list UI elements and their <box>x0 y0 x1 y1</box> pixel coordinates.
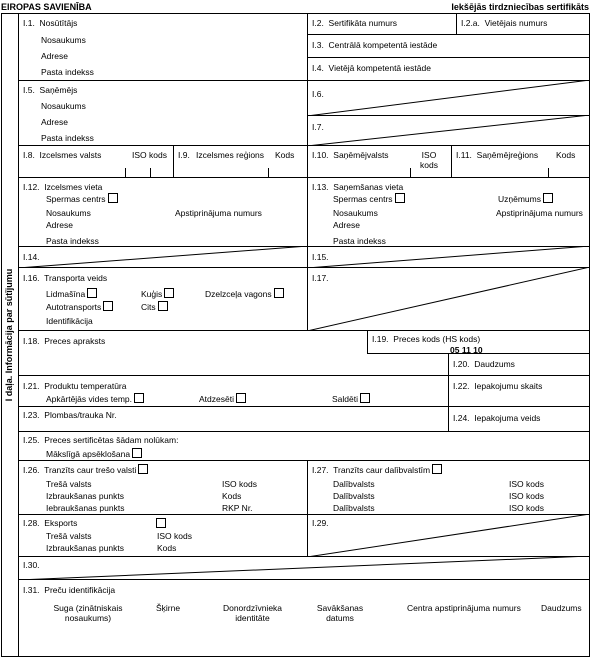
I8-title: Izcelsmes valsts <box>39 150 102 160</box>
I13-sperm-label: Spermas centrs <box>333 194 393 204</box>
I22-title: Iepakojumu skaits <box>474 381 543 391</box>
I6-num: I.6. <box>312 89 324 99</box>
I27-ms-2: Dalībvalsts <box>333 491 375 501</box>
I16-other-label: Cits <box>141 302 156 312</box>
I27-iso-3: ISO kods <box>509 503 544 513</box>
I13-holding-checkbox[interactable] <box>543 193 553 203</box>
I31-col-centre-approval: Centra apstiprinājuma numurs <box>407 603 521 613</box>
I25-option-checkbox[interactable] <box>132 448 142 458</box>
I12-sperm-checkbox[interactable] <box>108 193 118 203</box>
I28-iso: ISO kods <box>157 531 192 541</box>
I5-name: Nosaukums <box>41 101 86 111</box>
I24-num: I.24. <box>453 413 470 423</box>
I19-hs-code-value: 05 11 10 <box>450 345 483 355</box>
I16-ship-checkbox[interactable] <box>164 288 174 298</box>
I11-num: I.11. <box>456 150 472 160</box>
I23-title: Plombas/trauka Nr. <box>44 410 117 420</box>
I12-postcode: Pasta indekss <box>46 236 99 246</box>
I16-rail-label: Dzelzceļa vagons <box>205 289 272 299</box>
I21-frozen-checkbox[interactable] <box>360 393 370 403</box>
I27-iso-1: ISO kods <box>509 479 544 489</box>
I29-strike <box>307 514 590 557</box>
I1-postcode: Pasta indekss <box>41 67 94 77</box>
I13-holding-label: Uzņēmums <box>498 194 541 204</box>
I26-checkbox[interactable] <box>138 464 148 474</box>
I2a-num: I.2.a. <box>461 18 480 28</box>
I21-frozen-label: Saldēti <box>332 394 358 404</box>
I26-iso: ISO kods <box>222 479 257 489</box>
I2a-title: Vietējais numurs <box>484 18 548 28</box>
I2-title: Sertifikāta numurs <box>328 18 398 28</box>
I26-num: I.26. <box>23 465 40 475</box>
I9-num: I.9. <box>178 150 190 160</box>
I15-strike <box>307 246 590 268</box>
I28-checkbox[interactable] <box>156 518 166 528</box>
I27-ms-3: Dalībvalsts <box>333 503 375 513</box>
I26-country: Trešā valsts <box>46 479 92 489</box>
I25-title: Preces sertificētas šādam nolūkam: <box>44 435 179 445</box>
I26-title: Tranzīts caur trešo valsti <box>44 465 137 475</box>
I27-ms-1: Dalībvalsts <box>333 479 375 489</box>
I25-option-label: Mākslīgā apsēklošana <box>46 449 131 459</box>
I21-chilled-label: Atdzesēti <box>199 394 234 404</box>
I4-num: I.4. <box>312 63 324 73</box>
I12-sperm-label: Spermas centrs <box>46 194 106 204</box>
I27-title: Tranzīts caur dalībvalstīm <box>333 465 431 475</box>
I11-code: Kods <box>556 150 576 160</box>
I31-num: I.31. <box>23 585 40 595</box>
I26-bip: RKP Nr. <box>222 503 253 513</box>
I5-num: I.5. <box>23 85 35 95</box>
I31-title: Preču identifikācija <box>44 585 116 595</box>
I21-chilled-checkbox[interactable] <box>236 393 246 403</box>
I10-num: I.10. <box>312 150 329 160</box>
I20-title: Daudzums <box>474 359 515 369</box>
I6-strike <box>307 80 590 116</box>
I23-num: I.23. <box>23 410 40 420</box>
I21-ambient-label: Apkārtējās vides temp. <box>46 394 132 404</box>
I27-iso-2: ISO kods <box>509 491 544 501</box>
I28-num: I.28. <box>23 518 40 528</box>
I28-exit: Izbraukšanas punkts <box>46 543 124 553</box>
I12-name: Nosaukums <box>46 208 91 218</box>
I14-num: I.14. <box>23 252 40 262</box>
I30-strike <box>18 556 590 580</box>
I13-approval: Apstiprinājuma numurs <box>496 208 583 218</box>
I16-road-checkbox[interactable] <box>103 301 113 311</box>
I10-title: Saņēmējvalsts <box>333 150 389 160</box>
side-label-text: I daļa. Informācija par sūtījumu <box>4 268 14 402</box>
I16-aircraft-label: Lidmašīna <box>46 289 86 299</box>
I17-num: I.17. <box>312 273 329 283</box>
I8-code: ISO kods <box>132 150 167 160</box>
I16-rail-checkbox[interactable] <box>274 288 284 298</box>
field-I22[interactable] <box>448 375 590 407</box>
I29-num: I.29. <box>312 518 329 528</box>
I4-title: Vietējā kompetentā iestāde <box>328 63 431 73</box>
I16-ident: Identifikācija <box>46 316 93 326</box>
I13-postcode: Pasta indekss <box>333 236 386 246</box>
I21-ambient-checkbox[interactable] <box>134 393 144 403</box>
I19-title: Preces kods (HS kods) <box>393 334 481 344</box>
I27-num: I.27. <box>312 465 329 475</box>
I5-postcode: Pasta indekss <box>41 133 94 143</box>
I5-address: Adrese <box>41 117 68 127</box>
I13-sperm-checkbox[interactable] <box>395 193 405 203</box>
I22-num: I.22. <box>453 381 470 391</box>
I25-num: I.25. <box>23 435 40 445</box>
I8-num: I.8. <box>23 150 35 160</box>
header-right: Iekšējās tirdzniecības sertifikāts <box>451 2 589 12</box>
I20-num: I.20. <box>453 359 470 369</box>
I26-entry: Iebraukšanas punkts <box>46 503 125 513</box>
I3-title: Centrālā kompetentā iestāde <box>328 40 438 50</box>
I11-title: Saņēmējreģions <box>476 150 539 160</box>
I7-strike <box>307 115 590 146</box>
side-label <box>3 20 15 650</box>
I9-title: Izcelsmes reģions <box>196 150 265 160</box>
I16-road-label: Autotransports <box>46 302 102 312</box>
I1-label <box>23 18 77 28</box>
I26-exit: Izbraukšanas punkts <box>46 491 124 501</box>
I19-num: I.19. <box>372 334 389 344</box>
I15-num: I.15. <box>312 252 329 262</box>
I1-num: I.1. <box>23 18 35 28</box>
header-left: EIROPAS SAVIENĪBA <box>1 2 92 12</box>
I12-address: Adrese <box>46 220 73 230</box>
I27-checkbox[interactable] <box>432 464 442 474</box>
I2-num: I.2. <box>312 18 324 28</box>
I18-title: Preces apraksts <box>44 336 106 346</box>
I28-title: Eksports <box>44 518 78 528</box>
I13-name: Nosaukums <box>333 208 378 218</box>
I31-col-species: Suga (zinātniskais nosaukums) <box>53 603 123 623</box>
I31-col-breed: Šķirne <box>155 603 181 613</box>
I10-code: ISO kods <box>420 150 438 170</box>
I21-title: Produktu temperatūra <box>44 381 127 391</box>
I16-title: Transporta veids <box>44 273 108 283</box>
I24-title: Iepakojuma veids <box>474 413 541 423</box>
I1-name: Nosaukums <box>41 35 86 45</box>
I18-num: I.18. <box>23 336 40 346</box>
I21-num: I.21. <box>23 381 40 391</box>
I3-num: I.3. <box>312 40 324 50</box>
I17-strike <box>307 267 590 331</box>
I26-code: Kods <box>222 491 242 501</box>
I28-country: Trešā valsts <box>46 531 92 541</box>
I13-address: Adrese <box>333 220 360 230</box>
I16-aircraft-checkbox[interactable] <box>87 288 97 298</box>
I31-col-donor-id: Donordzīvnieka identitāte <box>222 603 283 623</box>
I5-title: Saņēmējs <box>39 85 78 95</box>
I16-other-checkbox[interactable] <box>158 301 168 311</box>
I12-approval: Apstiprinājuma numurs <box>175 208 262 218</box>
I1-title: Nosūtītājs <box>39 18 78 28</box>
I31-col-collection-date: Savākšanas datums <box>316 603 364 623</box>
I7-num: I.7. <box>312 122 324 132</box>
I13-num: I.13. <box>312 182 329 192</box>
I12-title: Izcelsmes vieta <box>44 182 103 192</box>
I31-col-quantity: Daudzums <box>541 603 582 613</box>
I12-num: I.12. <box>23 182 40 192</box>
I16-ship-label: Kuģis <box>141 289 163 299</box>
I16-num: I.16. <box>23 273 40 283</box>
I9-code: Kods <box>275 150 295 160</box>
I14-strike <box>18 246 308 268</box>
I28-code: Kods <box>157 543 177 553</box>
I13-title: Saņemšanas vieta <box>333 182 404 192</box>
I30-num: I.30. <box>23 560 40 570</box>
I1-address: Adrese <box>41 51 68 61</box>
